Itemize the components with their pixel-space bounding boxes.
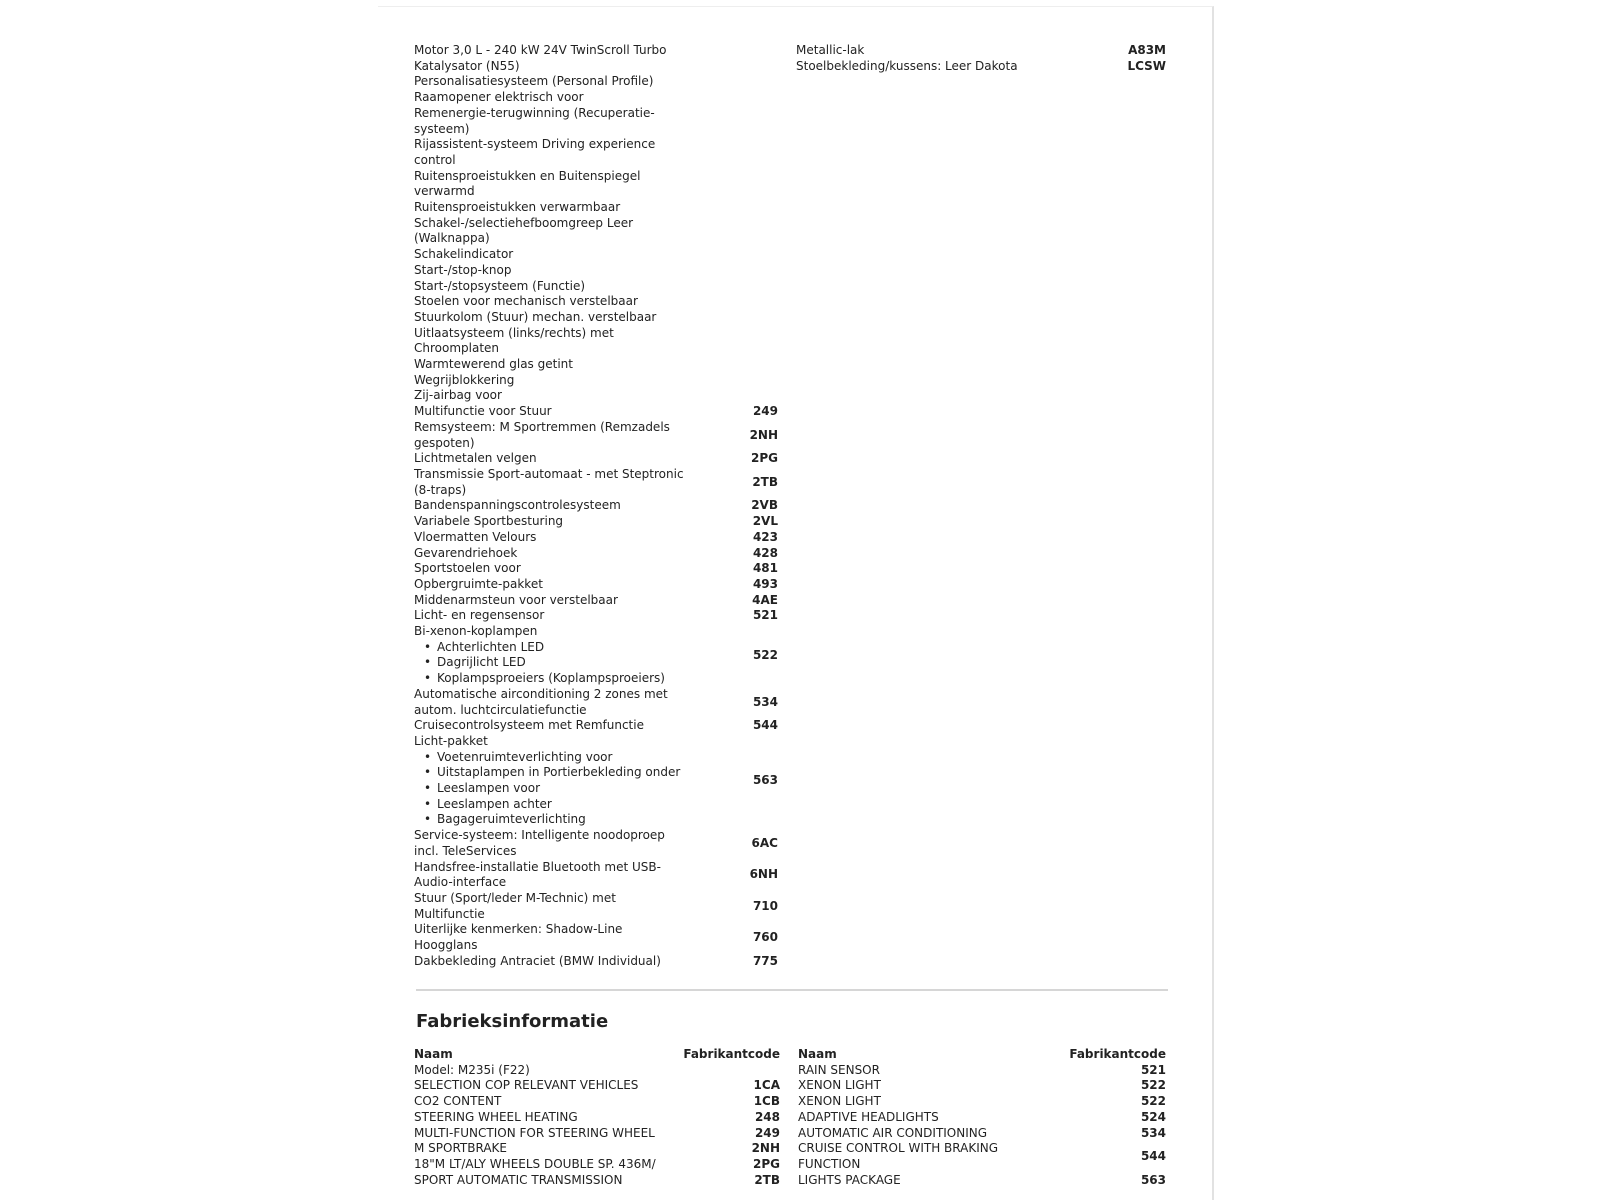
option-description	[414, 687, 684, 718]
option-description	[414, 388, 684, 404]
option-description	[414, 247, 684, 263]
option-label: Automatische airconditioning 2 zones met autom. luchtcirculatiefunctie	[414, 686, 668, 717]
option-label: Rijassistent-systeem Driving experience control	[414, 137, 656, 167]
option-row	[414, 498, 778, 514]
option-code: 2TB	[754, 1172, 780, 1187]
option-row	[414, 247, 778, 263]
option-sub-label: Koplampsproeiers (Koplampsproeiers)	[437, 671, 665, 686]
option-label: 18"M LT/ALY WHEELS DOUBLE SP. 436M/	[414, 1156, 656, 1171]
option-label: LIGHTS PACKAGE	[798, 1172, 901, 1187]
option-label: Bandenspanningscontrolesysteem	[414, 498, 621, 513]
option-description	[798, 1110, 1058, 1126]
option-row	[414, 200, 778, 216]
option-label: AUTOMATIC AIR CONDITIONING	[798, 1125, 988, 1140]
document-page	[378, 6, 1214, 1200]
option-description	[414, 1157, 674, 1173]
option-label: Handsfree-installatie Bluetooth met USB-Audio-interface	[414, 859, 661, 890]
option-description	[414, 954, 684, 970]
option-label: Metallic-lak	[796, 43, 865, 57]
option-label: XENON LIGHT	[798, 1078, 881, 1093]
option-label: Remenergie-terugwinning (Recuperatie-systeem)	[414, 105, 655, 136]
option-code: 534	[1140, 1125, 1166, 1140]
option-sub-item	[424, 812, 684, 828]
option-description	[414, 357, 684, 373]
option-label: Middenarmsteun voor verstelbaar	[414, 592, 618, 607]
option-code: 775	[752, 953, 778, 968]
option-code: 2NH	[751, 1141, 780, 1156]
option-row	[414, 577, 778, 593]
option-sub-label: Leeslampen achter	[437, 796, 552, 811]
option-code: 4AE	[752, 592, 778, 607]
option-description	[414, 718, 684, 734]
option-row	[414, 1078, 780, 1094]
option-code: 522	[752, 647, 778, 662]
option-sub-label: Voetenruimteverlichting voor	[437, 749, 613, 764]
option-description	[414, 891, 684, 922]
option-code: 1CB	[753, 1094, 780, 1109]
option-description	[414, 404, 684, 420]
option-code: LCSW	[1127, 58, 1166, 73]
option-row	[414, 74, 778, 90]
option-label: M SPORTBRAKE	[414, 1141, 508, 1156]
option-code: 493	[752, 576, 778, 591]
option-label: RAIN SENSOR	[798, 1062, 880, 1077]
option-code: A83M	[1128, 43, 1166, 57]
option-description	[414, 1126, 674, 1142]
option-label: Licht- en regensensor	[414, 608, 545, 623]
option-label: Remsysteem: M Sportremmen (Remzadels gespoten)	[414, 419, 670, 450]
option-code: 6NH	[749, 867, 778, 882]
section-divider	[416, 989, 1168, 991]
option-row	[414, 326, 778, 357]
option-label: Motor 3,0 L - 240 kW 24V TwinScroll Turbo Katalysator (N55)	[414, 43, 667, 73]
option-label: SPORT AUTOMATIC TRANSMISSION	[414, 1172, 623, 1187]
option-label: Cruisecontrolsysteem met Remfunctie	[414, 718, 644, 733]
option-description	[414, 593, 684, 609]
option-code: 2VB	[751, 498, 778, 513]
factory-table-left	[414, 1047, 780, 1188]
option-row	[414, 624, 778, 687]
option-sub-label: Dagrijlicht LED	[437, 655, 526, 670]
option-sub-item	[424, 797, 684, 813]
option-row	[798, 1063, 1166, 1079]
option-label: Lichtmetalen velgen	[414, 451, 537, 466]
option-code: 524	[1140, 1109, 1166, 1124]
option-description	[414, 90, 684, 106]
option-sub-item	[424, 671, 684, 687]
option-row	[414, 169, 778, 200]
option-label: Service-systeem: Intelligente noodoproep incl. TeleServices	[414, 828, 665, 858]
option-code: 534	[752, 694, 778, 709]
option-sub-item	[424, 750, 684, 766]
option-description	[414, 294, 684, 310]
option-row	[414, 1141, 780, 1157]
option-description	[414, 451, 684, 467]
option-label: Warmtewerend glas getint	[414, 357, 573, 372]
option-label: Multifunctie voor Stuur	[414, 404, 552, 419]
option-row	[414, 388, 778, 404]
option-row	[414, 828, 778, 859]
option-label: Bi-xenon-koplampen	[414, 624, 538, 639]
option-row	[414, 263, 778, 279]
option-label: ADAPTIVE HEADLIGHTS	[798, 1109, 939, 1124]
option-label: Ruitensproeistukken verwarmbaar	[414, 200, 621, 215]
option-sub-item	[424, 781, 684, 797]
option-label: Uiterlijke kenmerken: Shadow-Line Hoogglans	[414, 922, 623, 953]
option-row	[796, 59, 1166, 75]
factory-table-header	[414, 1047, 780, 1063]
option-row	[414, 373, 778, 389]
option-row	[414, 860, 778, 891]
options-list	[414, 43, 778, 969]
option-row	[798, 1126, 1166, 1142]
option-label: Gevarendriehoek	[414, 545, 518, 560]
option-row	[414, 1157, 780, 1173]
option-row	[796, 43, 1166, 59]
option-code: 521	[752, 608, 778, 623]
option-description	[796, 43, 1096, 59]
option-row	[798, 1110, 1166, 1126]
option-label: Stuur (Sport/leder M-Technic) met Multifunctie	[414, 890, 616, 921]
header-name: Naam	[798, 1047, 837, 1061]
option-code: 2NH	[749, 427, 778, 442]
factory-table-header	[798, 1047, 1166, 1063]
option-label: Raamopener elektrisch voor	[414, 90, 584, 105]
option-code: 249	[754, 1125, 780, 1140]
option-code: 2VL	[752, 514, 778, 529]
option-description	[798, 1141, 1058, 1172]
option-label: Dakbekleding Antraciet (BMW Individual)	[414, 953, 661, 968]
option-label: Opbergruimte-pakket	[414, 576, 543, 591]
option-label: Stuurkolom (Stuur) mechan. verstelbaar	[414, 309, 657, 324]
option-description	[414, 106, 684, 137]
option-row	[414, 922, 778, 953]
option-label: Schakelindicator	[414, 247, 514, 262]
option-row	[414, 357, 778, 373]
option-description	[414, 498, 684, 514]
option-row	[414, 891, 778, 922]
option-label: Licht-pakket	[414, 733, 488, 748]
option-code: 522	[1140, 1078, 1166, 1093]
option-code: 248	[754, 1109, 780, 1124]
option-row	[414, 216, 778, 247]
option-row	[798, 1094, 1166, 1110]
option-label: Model: M235i (F22)	[414, 1062, 530, 1077]
option-description	[796, 59, 1096, 75]
option-sub-label: Achterlichten LED	[437, 639, 545, 654]
option-description	[414, 1063, 674, 1079]
option-description	[414, 1110, 674, 1126]
option-description	[414, 624, 684, 687]
option-label: CO2 CONTENT	[414, 1094, 502, 1109]
option-description	[414, 828, 684, 859]
option-label: Vloermatten Velours	[414, 529, 537, 544]
option-row	[414, 43, 778, 74]
option-row	[414, 420, 778, 451]
option-row	[414, 514, 778, 530]
option-label: Stoelen voor mechanisch verstelbaar	[414, 294, 638, 309]
option-code: 710	[752, 898, 778, 913]
option-row	[414, 1110, 780, 1126]
option-code: 2PG	[753, 1156, 780, 1171]
option-row	[414, 561, 778, 577]
option-description	[414, 1141, 674, 1157]
option-label: Uitlaatsysteem (links/rechts) met Chroomplaten	[414, 325, 614, 356]
option-row	[414, 1173, 780, 1189]
option-row	[414, 90, 778, 106]
option-description	[414, 200, 684, 216]
option-description	[414, 546, 684, 562]
option-sub-items	[414, 640, 684, 687]
header-code: Fabrikantcode	[1069, 1047, 1166, 1061]
option-row	[414, 1094, 780, 1110]
header-name: Naam	[414, 1047, 453, 1061]
option-row	[798, 1078, 1166, 1094]
option-description	[798, 1126, 1058, 1142]
option-row	[414, 279, 778, 295]
option-description	[798, 1078, 1058, 1094]
option-description	[798, 1063, 1058, 1079]
option-code: 249	[752, 404, 778, 419]
option-description	[414, 326, 684, 357]
option-description	[414, 169, 684, 200]
option-code: 544	[752, 718, 778, 733]
option-description	[414, 577, 684, 593]
option-label: Personalisatiesysteem (Personal Profile)	[414, 74, 654, 89]
option-description	[414, 530, 684, 546]
option-code: 563	[1140, 1172, 1166, 1187]
option-code: 544	[1140, 1149, 1166, 1164]
option-row	[414, 1126, 780, 1142]
option-label: Ruitensproeistukken en Buitenspiegel verwarmd	[414, 168, 641, 199]
option-label: Start-/stop-knop	[414, 262, 512, 277]
option-label: Schakel-/selectiehefboomgreep Leer (Walknappa)	[414, 215, 634, 246]
option-description	[414, 310, 684, 326]
header-code: Fabrikantcode	[683, 1047, 780, 1061]
option-code: 6AC	[751, 836, 778, 850]
option-description	[414, 561, 684, 577]
option-label: Stoelbekleding/kussens: Leer Dakota	[796, 58, 1018, 73]
option-description	[414, 467, 684, 498]
option-description	[414, 922, 684, 953]
option-description	[798, 1094, 1058, 1110]
option-sub-items	[414, 750, 684, 829]
option-code: 760	[752, 930, 778, 945]
option-sub-label: Uitstaplampen in Portierbekleding onder	[437, 765, 681, 780]
option-description	[414, 74, 684, 90]
option-row	[414, 294, 778, 310]
option-description	[414, 43, 684, 74]
option-description	[414, 1173, 674, 1189]
option-label: Zij-airbag voor	[414, 388, 502, 403]
option-description	[414, 860, 684, 891]
option-sub-item	[424, 640, 684, 656]
option-sub-label: Bagageruimteverlichting	[437, 812, 586, 827]
option-label: Sportstoelen voor	[414, 561, 521, 576]
factory-table-right	[798, 1047, 1166, 1188]
option-label: STEERING WHEEL HEATING	[414, 1109, 578, 1124]
option-code: 2TB	[752, 474, 778, 489]
option-row	[414, 1063, 780, 1079]
option-row	[414, 954, 778, 970]
factory-info-title: Fabrieksinformatie	[416, 1011, 609, 1032]
option-row	[414, 451, 778, 467]
option-label: SELECTION COP RELEVANT VEHICLES	[414, 1078, 639, 1093]
option-label: CRUISE CONTROL WITH BRAKING FUNCTION	[798, 1141, 999, 1171]
option-code: 521	[1140, 1062, 1166, 1077]
option-description	[414, 263, 684, 279]
factory-rows-right	[798, 1063, 1166, 1189]
option-label: MULTI-FUNCTION FOR STEERING WHEEL	[414, 1125, 655, 1140]
color-upholstery-list	[796, 43, 1166, 74]
option-row	[414, 137, 778, 168]
option-description	[414, 1078, 674, 1094]
option-row	[414, 106, 778, 137]
option-description	[798, 1173, 1058, 1189]
option-sub-item	[424, 655, 684, 671]
option-description	[414, 608, 684, 624]
option-row	[414, 310, 778, 326]
option-row	[414, 718, 778, 734]
option-code: 481	[752, 561, 778, 576]
option-code: 1CA	[753, 1078, 780, 1093]
option-row	[414, 593, 778, 609]
option-row	[414, 404, 778, 420]
option-description	[414, 1094, 674, 1110]
option-description	[414, 420, 684, 451]
option-description	[414, 373, 684, 389]
option-description	[414, 216, 684, 247]
option-label: XENON LIGHT	[798, 1094, 881, 1109]
option-row	[798, 1173, 1166, 1189]
option-code: 428	[752, 545, 778, 560]
option-row	[414, 687, 778, 718]
option-label: Transmissie Sport-automaat - met Steptronic (8-traps)	[414, 466, 684, 497]
option-description	[414, 734, 684, 828]
option-sub-item	[424, 765, 684, 781]
option-row	[414, 530, 778, 546]
option-description	[414, 279, 684, 295]
option-code: 2PG	[751, 451, 778, 466]
option-description	[414, 137, 684, 168]
option-description	[414, 514, 684, 530]
option-sub-label: Leeslampen voor	[437, 781, 541, 796]
option-row	[414, 467, 778, 498]
factory-rows-left	[414, 1063, 780, 1189]
option-row	[414, 734, 778, 828]
option-code: 522	[1140, 1094, 1166, 1109]
option-label: Wegrijblokkering	[414, 372, 515, 387]
option-row	[414, 546, 778, 562]
option-row	[414, 608, 778, 624]
option-code: 423	[752, 529, 778, 544]
option-label: Start-/stopsysteem (Functie)	[414, 278, 586, 293]
option-row	[798, 1141, 1166, 1172]
option-label: Variabele Sportbesturing	[414, 514, 564, 529]
option-code: 563	[752, 773, 778, 788]
